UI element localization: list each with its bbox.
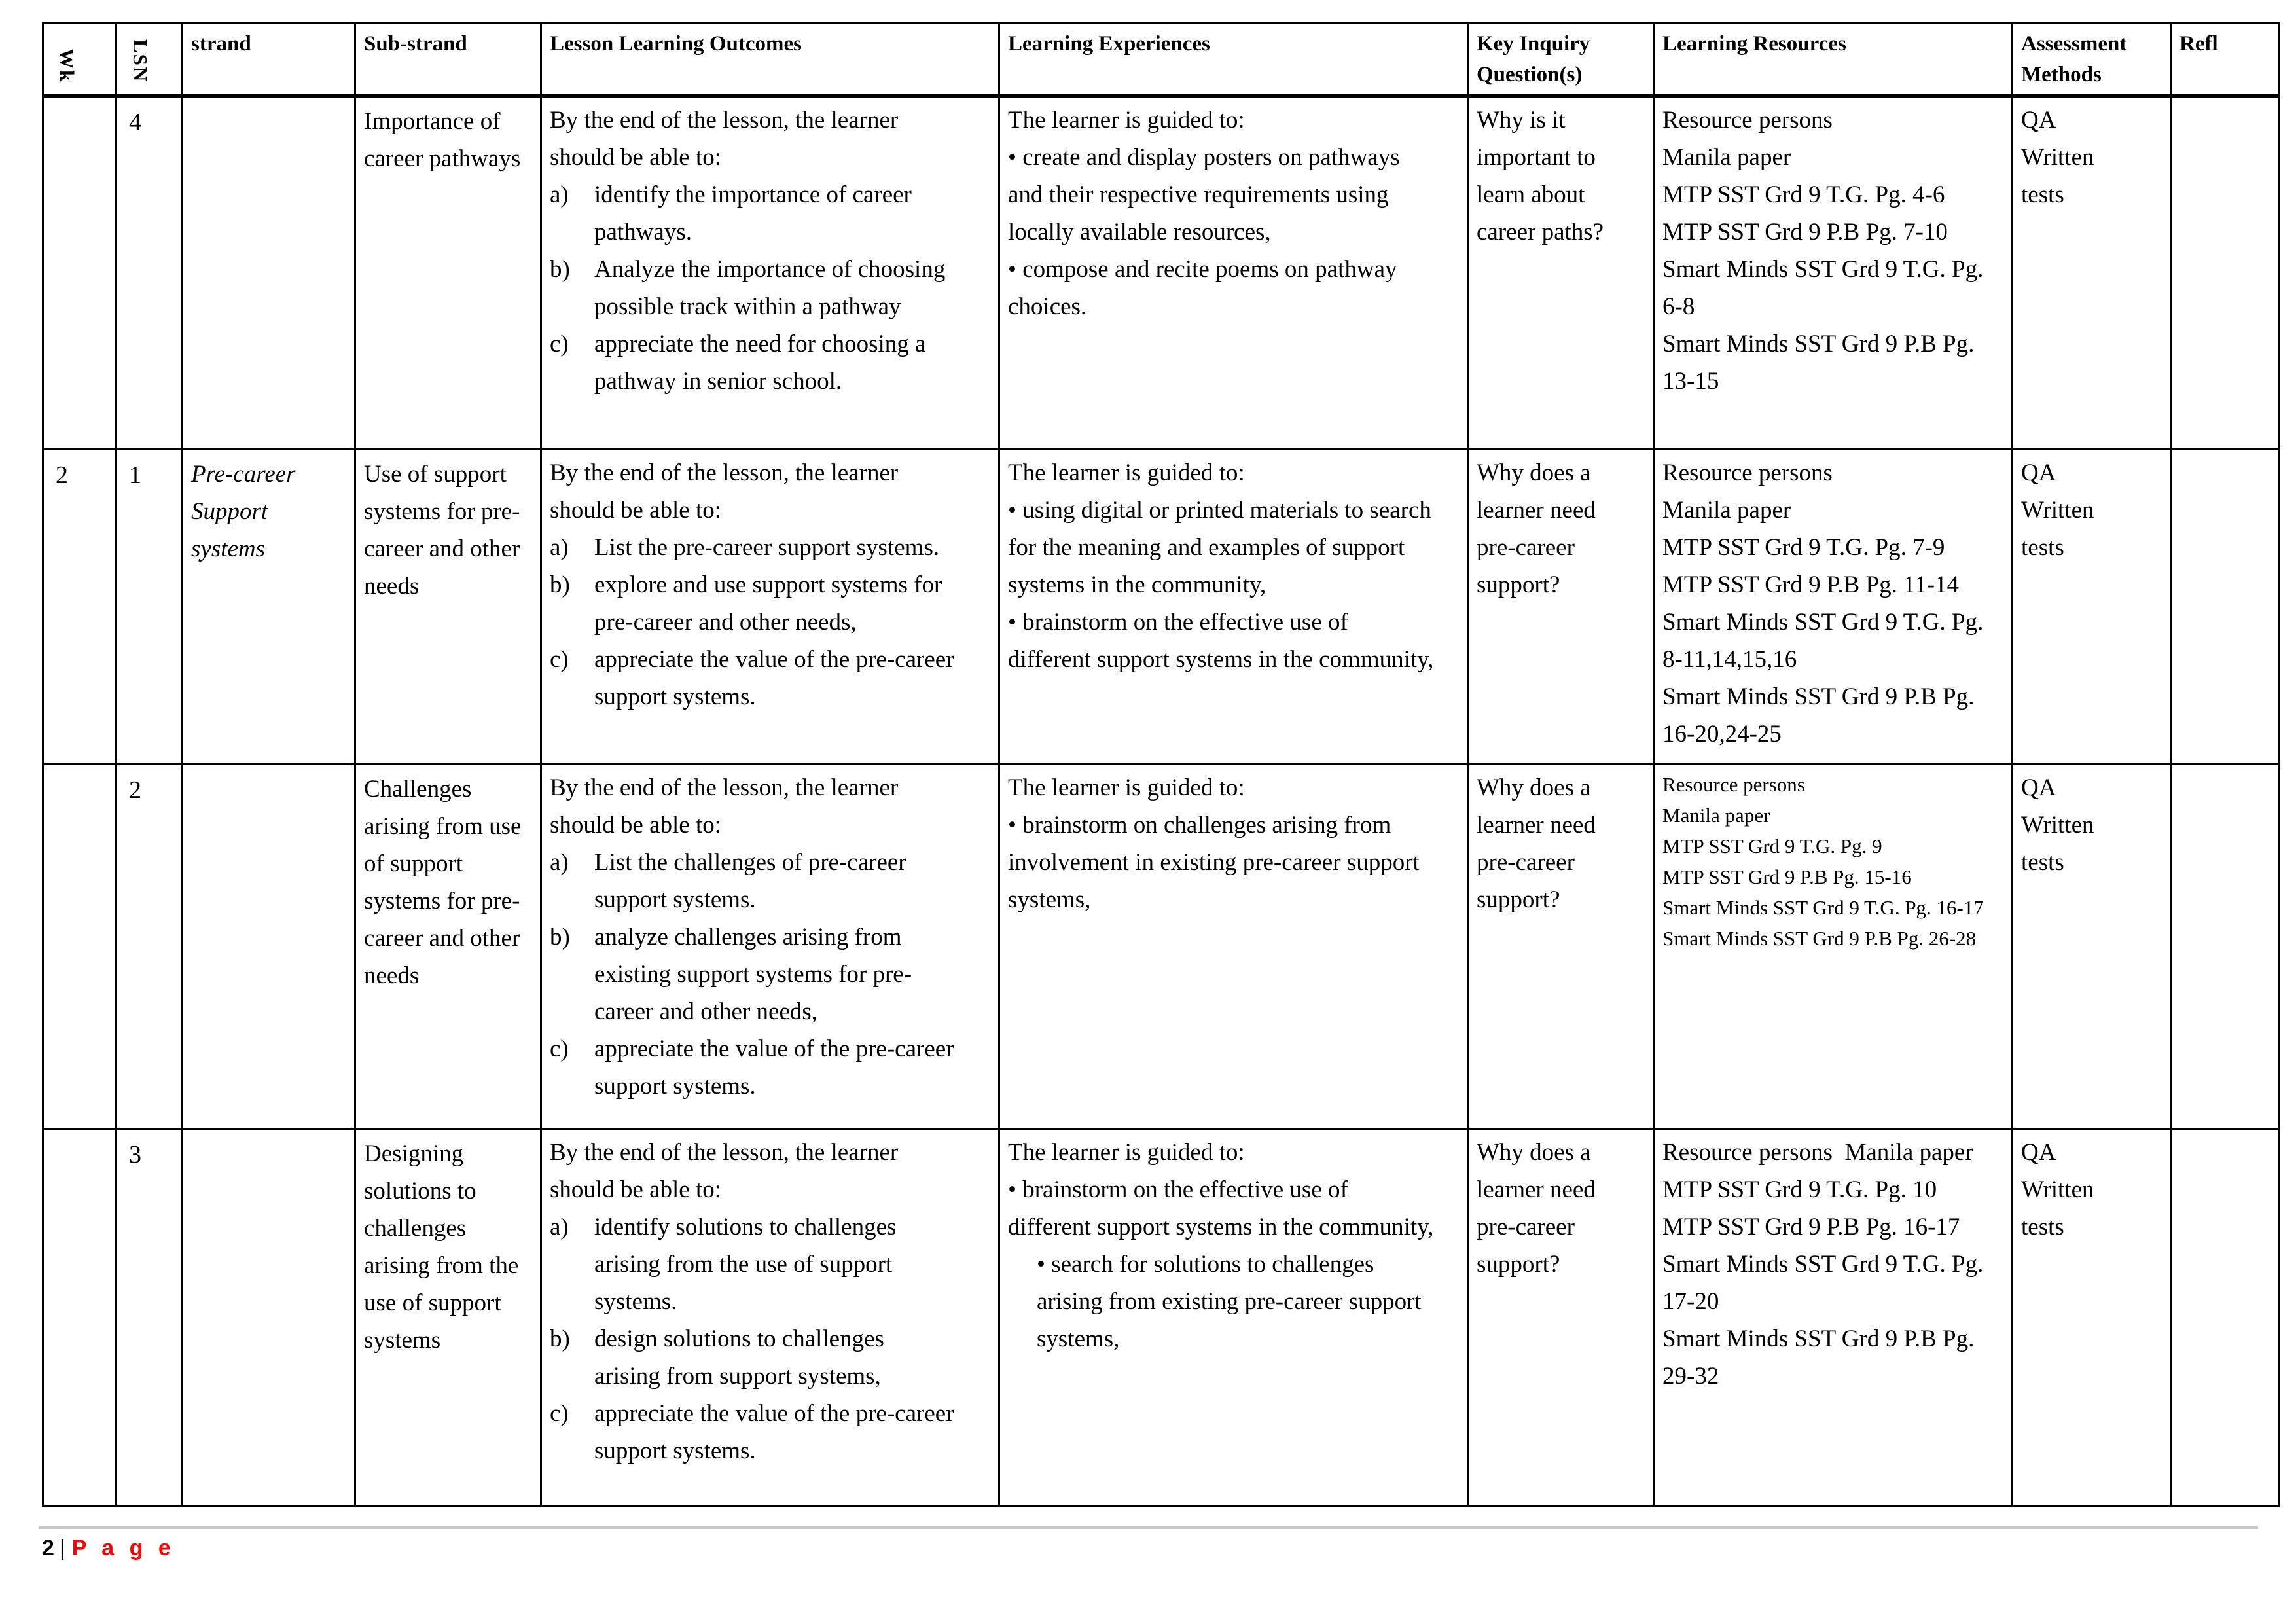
lsn-cell: 2 (117, 765, 183, 1129)
outcome-label: b) (550, 1326, 570, 1352)
experiences-intro: The learner is guided to: (1008, 774, 1245, 801)
experiences-cell (999, 1129, 1468, 1506)
resource-line: Manila paper (1662, 497, 1791, 524)
experiences-intro: The learner is guided to: (1008, 1139, 1245, 1166)
outcome-label: b) (550, 924, 570, 950)
assessment-cell (2013, 1129, 2171, 1506)
assessment-cell (2013, 765, 2171, 1129)
outcome-item (550, 844, 955, 918)
resource-line: MTP SST Grd 9 P.B Pg. 16-17 (1662, 1214, 1960, 1240)
table-row-lesson-2 (43, 765, 2280, 1129)
resources-cell (1654, 96, 2013, 450)
wk-cell: 2 (43, 450, 117, 765)
assessment-line: QA (2021, 1139, 2056, 1166)
refl-cell (2171, 765, 2280, 1129)
outcome-item (550, 251, 955, 325)
resource-line: MTP SST Grd 9 T.G. Pg. 4-6 (1662, 181, 1945, 208)
assessment-line: Written (2021, 812, 2094, 839)
resources-cell (1654, 765, 2013, 1129)
outcome-text: appreciate the value of the pre-career support systems. (594, 646, 954, 710)
resources-cell (1654, 1129, 2013, 1506)
outcome-text: identify the importance of career pathways. (594, 181, 912, 245)
resource-line: Smart Minds SST Grd 9 T.G. Pg. 17-20 (1662, 1251, 1990, 1315)
footer-page-label: P a g e (71, 1536, 175, 1561)
resource-line: MTP SST Grd 9 P.B Pg. 15-16 (1662, 865, 1912, 888)
resource-line: MTP SST Grd 9 P.B Pg. 7-10 (1662, 219, 1948, 245)
strand-cell (183, 96, 355, 450)
col-header-experiences: Learning Experiences (999, 23, 1468, 96)
experience-bullet: • brainstorm on the effective use of different support systems in the community, (1008, 609, 1434, 673)
experience-bullet: • brainstorm on challenges arising from involvement in existing pre-career support systems, (1008, 812, 1420, 913)
outcome-label: b) (550, 256, 570, 283)
outcome-item (550, 641, 955, 715)
outcomes-cell (541, 96, 999, 450)
experience-bullet: • create and display posters on pathways and their respective requirements using locally available resources, (1008, 144, 1400, 245)
outcome-text: explore and use support systems for pre-career and other needs, (594, 571, 942, 636)
footer-divider (39, 1526, 2258, 1529)
resource-line: MTP SST Grd 9 T.G. Pg. 7-9 (1662, 534, 1945, 561)
outcomes-cell (541, 765, 999, 1129)
assessment-line: tests (2021, 181, 2064, 208)
col-header-refl: Refl (2171, 23, 2280, 96)
outcome-label: b) (550, 571, 570, 598)
key-inquiry-cell: Why does a learner need pre-career support? (1468, 1129, 1654, 1506)
outcome-text: appreciate the need for choosing a pathway in senior school. (594, 331, 926, 395)
experience-bullet: • brainstorm on the effective use of different support systems in the community, (1008, 1176, 1434, 1240)
outcome-label: c) (550, 331, 569, 357)
resource-line: MTP SST Grd 9 T.G. Pg. 9 (1662, 835, 1882, 857)
outcome-text: analyze challenges arising from existing support systems for pre-career and other needs, (594, 924, 912, 1025)
outcome-item (550, 176, 955, 251)
outcome-label: a) (550, 849, 569, 876)
experiences-cell (999, 765, 1468, 1129)
resource-line: Resource persons (1662, 460, 1833, 486)
experience-bullet: • search for solutions to challenges arising from existing pre-career support systems, (1037, 1251, 1422, 1352)
assessment-cell (2013, 96, 2171, 450)
outcome-text: identify solutions to challenges arising from the use of support systems. (594, 1214, 897, 1315)
col-header-lsn: LSN (129, 39, 152, 82)
experience-bullet: • compose and recite poems on pathway choices. (1008, 256, 1397, 320)
resource-line: Smart Minds SST Grd 9 P.B Pg. 13-15 (1662, 331, 1981, 395)
assessment-line: Written (2021, 144, 2094, 171)
assessment-line: tests (2021, 534, 2064, 561)
assessment-line: Written (2021, 497, 2094, 524)
experiences-intro: The learner is guided to: (1008, 460, 1245, 486)
strand-cell (183, 765, 355, 1129)
header-row (43, 23, 2280, 96)
outcome-text: appreciate the value of the pre-career support systems. (594, 1400, 954, 1464)
page-number: 2 (42, 1536, 54, 1561)
assessment-line: tests (2021, 849, 2064, 876)
scheme-of-work-table (42, 22, 2280, 1507)
wk-cell (43, 96, 117, 450)
outcome-text: List the challenges of pre-career support systems. (594, 849, 906, 913)
refl-cell (2171, 450, 2280, 765)
refl-cell (2171, 96, 2280, 450)
outcome-label: c) (550, 1036, 569, 1062)
experiences-intro: The learner is guided to: (1008, 107, 1245, 134)
col-header-kiq: Key Inquiry Question(s) (1468, 23, 1654, 96)
assessment-line: tests (2021, 1214, 2064, 1240)
outcomes-intro: By the end of the lesson, the learner should be able to: (550, 107, 899, 171)
outcomes-intro: By the end of the lesson, the learner should be able to: (550, 1139, 899, 1203)
outcome-item (550, 529, 955, 566)
assessment-line: QA (2021, 774, 2056, 801)
outcome-text: List the pre-career support systems. (594, 534, 940, 561)
sub-strand-cell: Importance of career pathways (355, 96, 541, 450)
footer-separator: | (59, 1536, 65, 1561)
resource-line: Resource persons (1662, 107, 1833, 134)
key-inquiry-cell: Why does a learner need pre-career support? (1468, 450, 1654, 765)
outcome-item (550, 1395, 955, 1470)
outcomes-intro: By the end of the lesson, the learner should be able to: (550, 774, 899, 839)
experience-bullet: • using digital or printed materials to search for the meaning and examples of support systems in the community, (1008, 497, 1431, 598)
table-row-lesson-1 (43, 450, 2280, 765)
sub-strand-cell: Use of support systems for pre-career and other needs (355, 450, 541, 765)
col-header-wk-cell (43, 23, 117, 96)
outcome-item (550, 1320, 955, 1395)
resource-line: Smart Minds SST Grd 9 P.B Pg. 26-28 (1662, 927, 1977, 950)
outcome-text: Analyze the importance of choosing possible track within a pathway (594, 256, 946, 320)
col-header-assessment: Assessment Methods (2013, 23, 2171, 96)
outcome-text: design solutions to challenges arising from support systems, (594, 1326, 884, 1390)
resource-line: Resource persons Manila paper (1662, 1139, 1973, 1166)
lsn-cell: 1 (117, 450, 183, 765)
col-header-wk: Wk (56, 48, 79, 82)
refl-cell (2171, 1129, 2280, 1506)
outcome-item (550, 1208, 955, 1320)
resource-line: Smart Minds SST Grd 9 P.B Pg. 29-32 (1662, 1326, 1981, 1390)
table-row-lesson-3 (43, 1129, 2280, 1506)
strand-cell (183, 1129, 355, 1506)
outcome-item (550, 325, 955, 400)
col-header-lsn-cell (117, 23, 183, 96)
experiences-cell (999, 96, 1468, 450)
assessment-line: QA (2021, 460, 2056, 486)
outcomes-intro: By the end of the lesson, the learner should be able to: (550, 460, 899, 524)
resource-line: Manila paper (1662, 144, 1791, 171)
table-row-lesson-4 (43, 96, 2280, 450)
col-header-strand: strand (183, 23, 355, 96)
resource-line: MTP SST Grd 9 P.B Pg. 11-14 (1662, 571, 1960, 598)
outcome-item (550, 566, 955, 641)
page-footer (42, 1536, 175, 1561)
resource-line: Manila paper (1662, 804, 1770, 827)
outcome-label: c) (550, 646, 569, 673)
col-header-sub-strand: Sub-strand (355, 23, 541, 96)
resource-line: Smart Minds SST Grd 9 P.B Pg. 16-20,24-25 (1662, 683, 1981, 748)
col-header-outcomes: Lesson Learning Outcomes (541, 23, 999, 96)
outcomes-cell (541, 450, 999, 765)
outcome-label: a) (550, 1214, 569, 1240)
col-header-resources: Learning Resources (1654, 23, 2013, 96)
outcome-item (550, 1030, 955, 1105)
resources-cell (1654, 450, 2013, 765)
lsn-cell: 4 (117, 96, 183, 450)
outcome-item (550, 918, 955, 1030)
assessment-line: Written (2021, 1176, 2094, 1203)
resource-line: Smart Minds SST Grd 9 T.G. Pg. 16-17 (1662, 896, 1984, 919)
outcome-text: appreciate the value of the pre-career support systems. (594, 1036, 954, 1100)
strand-cell: Pre-career Support systems (183, 450, 355, 765)
lsn-cell: 3 (117, 1129, 183, 1506)
wk-cell (43, 1129, 117, 1506)
resource-line: MTP SST Grd 9 T.G. Pg. 10 (1662, 1176, 1937, 1203)
assessment-line: QA (2021, 107, 2056, 134)
wk-cell (43, 765, 117, 1129)
resource-line: Smart Minds SST Grd 9 T.G. Pg. 8-11,14,15,16 (1662, 609, 1990, 673)
key-inquiry-cell: Why is it important to learn about career paths? (1468, 96, 1654, 450)
experiences-cell (999, 450, 1468, 765)
outcomes-cell (541, 1129, 999, 1506)
outcome-label: a) (550, 181, 569, 208)
resource-line: Smart Minds SST Grd 9 T.G. Pg. 6-8 (1662, 256, 1990, 320)
sub-strand-cell: Challenges arising from use of support systems for pre-career and other needs (355, 765, 541, 1129)
key-inquiry-cell: Why does a learner need pre-career support? (1468, 765, 1654, 1129)
outcome-label: a) (550, 534, 569, 561)
resource-line: Resource persons (1662, 773, 1805, 796)
sub-strand-cell: Designing solutions to challenges arising from the use of support systems (355, 1129, 541, 1506)
outcome-label: c) (550, 1400, 569, 1427)
assessment-cell (2013, 450, 2171, 765)
